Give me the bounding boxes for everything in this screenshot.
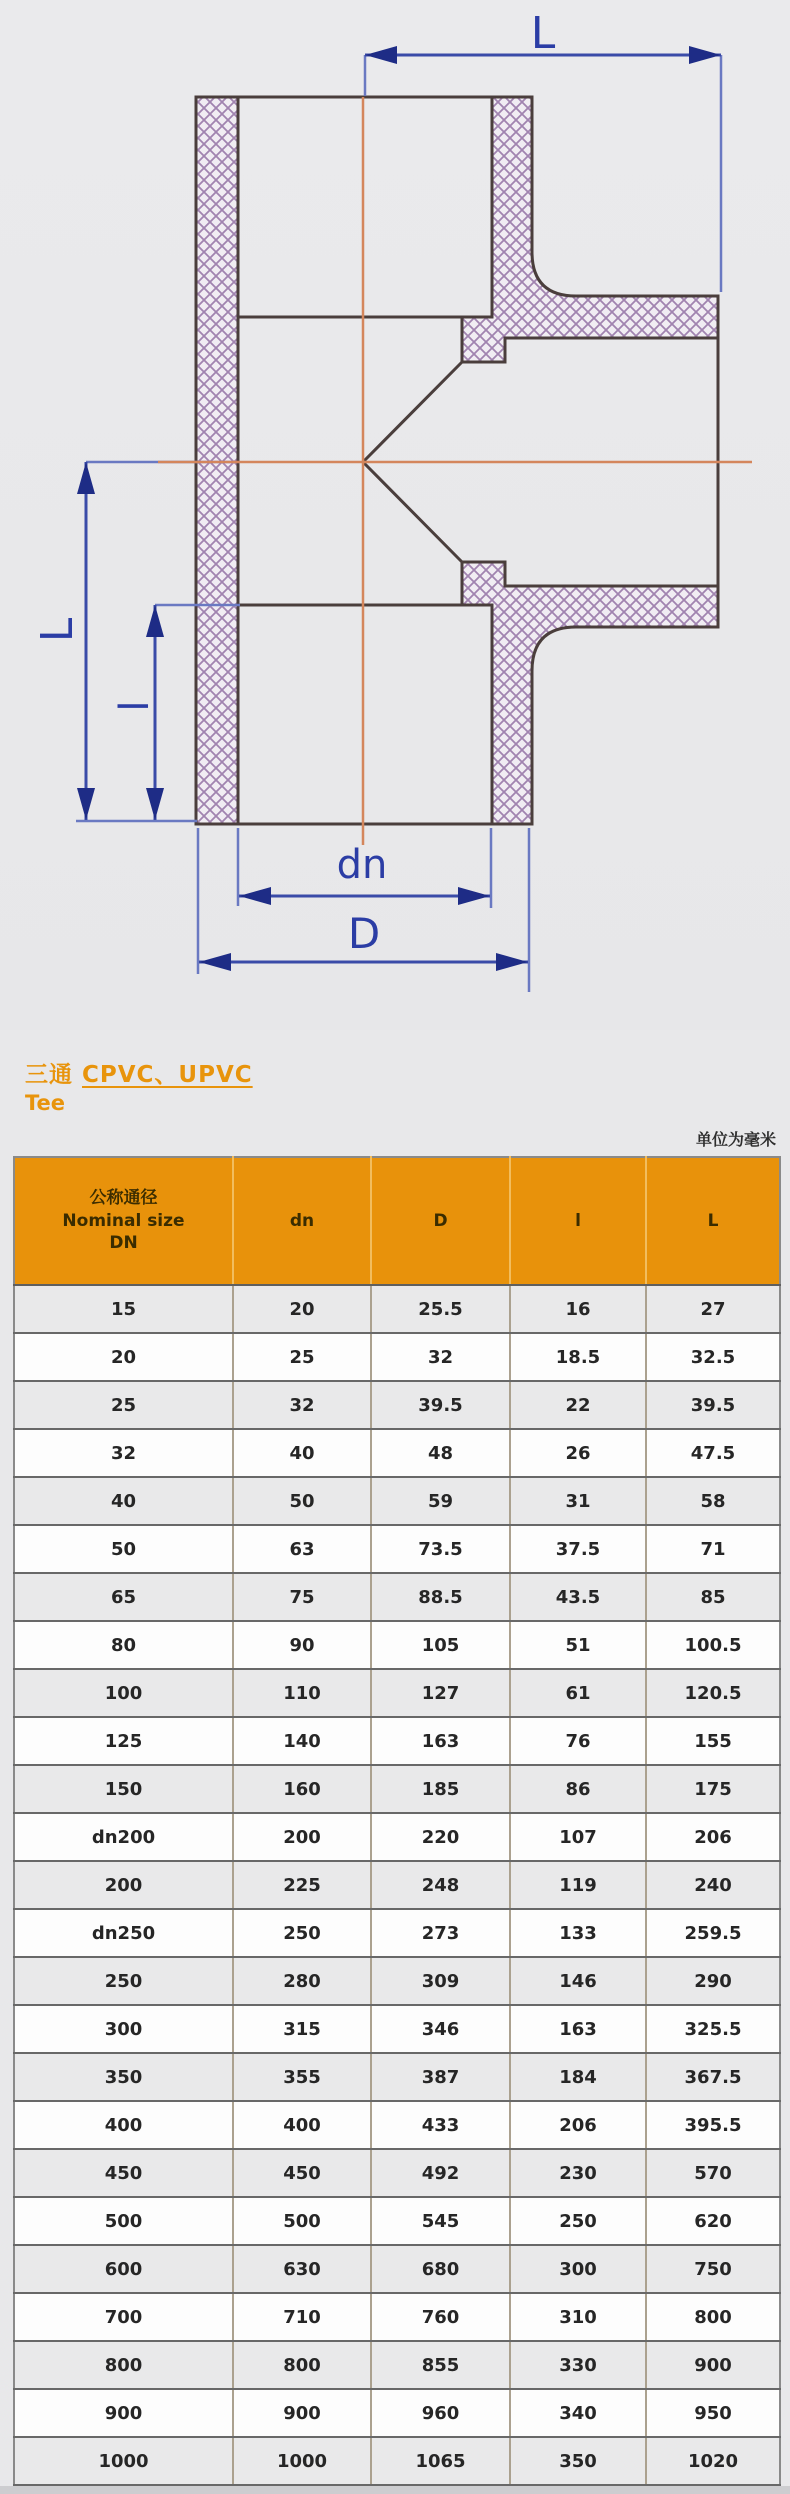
table-cell: 273 — [371, 1909, 510, 1957]
table-cell: 630 — [233, 2245, 371, 2293]
table-cell: 230 — [510, 2149, 646, 2197]
table-cell: 125 — [14, 1717, 233, 1765]
table-cell: 76 — [510, 1717, 646, 1765]
table-row — [14, 1573, 780, 1621]
label-left-L: L — [32, 617, 83, 643]
table-cell: 140 — [233, 1717, 371, 1765]
table-cell: 39.5 — [646, 1381, 780, 1429]
table-cell: 400 — [233, 2101, 371, 2149]
run-branch-upper-wall — [462, 97, 718, 362]
table-cell: 31 — [510, 1477, 646, 1525]
table-header — [14, 1157, 780, 1285]
table-cell: 280 — [233, 1957, 371, 2005]
table-cell: 225 — [233, 1861, 371, 1909]
table-cell: 950 — [646, 2389, 780, 2437]
table-row — [14, 2149, 780, 2197]
table-cell: 51 — [510, 1621, 646, 1669]
table-row — [14, 1669, 780, 1717]
table-cell: 90 — [233, 1621, 371, 1669]
unit-note: 单位为毫米 — [695, 1130, 776, 1149]
table-cell: 160 — [233, 1765, 371, 1813]
table-cell: 350 — [14, 2053, 233, 2101]
table-cell: 105 — [371, 1621, 510, 1669]
table-cell: 71 — [646, 1525, 780, 1573]
dimension-arrows — [77, 46, 721, 971]
table-cell: 620 — [646, 2197, 780, 2245]
table-cell: 250 — [510, 2197, 646, 2245]
table-cell: 107 — [510, 1813, 646, 1861]
dimension-table — [13, 1156, 781, 2486]
table-cell: 387 — [371, 2053, 510, 2101]
table-row — [14, 1861, 780, 1909]
extension-lines — [76, 55, 721, 992]
table-cell: 220 — [371, 1813, 510, 1861]
label-D: D — [347, 909, 381, 958]
header-l: l — [510, 1157, 646, 1285]
table-row — [14, 1333, 780, 1381]
table-cell: 86 — [510, 1765, 646, 1813]
table-cell: 22 — [510, 1381, 646, 1429]
header-nominal-size — [14, 1157, 233, 1285]
table-cell: 32 — [371, 1333, 510, 1381]
table-cell: 800 — [14, 2341, 233, 2389]
table-cell: 248 — [371, 1861, 510, 1909]
product-title-en: Tee — [25, 1091, 66, 1115]
table-body — [14, 1285, 780, 2485]
table-cell: 450 — [233, 2149, 371, 2197]
table-row — [14, 1621, 780, 1669]
table-cell: 146 — [510, 1957, 646, 2005]
product-title-materials: CPVC、UPVC — [82, 1062, 253, 1088]
table-cell: 300 — [510, 2245, 646, 2293]
fitting-inner-edges — [196, 97, 718, 824]
table-cell: 120.5 — [646, 1669, 780, 1717]
table-row — [14, 2197, 780, 2245]
table-cell: 1000 — [233, 2437, 371, 2485]
table-cell: 710 — [233, 2293, 371, 2341]
table-cell: 310 — [510, 2293, 646, 2341]
table-cell: 100.5 — [646, 1621, 780, 1669]
table-row — [14, 2245, 780, 2293]
table-cell: 63 — [233, 1525, 371, 1573]
table-row — [14, 1429, 780, 1477]
table-cell: 25.5 — [371, 1285, 510, 1333]
table-cell: 39.5 — [371, 1381, 510, 1429]
table-cell: 32.5 — [646, 1333, 780, 1381]
table-cell: 600 — [14, 2245, 233, 2293]
table-cell: 27 — [646, 1285, 780, 1333]
tee-cross-section-drawing — [0, 0, 790, 1030]
table-cell: 50 — [14, 1525, 233, 1573]
table-row — [14, 1285, 780, 1333]
table-cell: 350 — [510, 2437, 646, 2485]
table-cell: 15 — [14, 1285, 233, 1333]
table-cell: 330 — [510, 2341, 646, 2389]
table-cell: 127 — [371, 1669, 510, 1717]
table-cell: 800 — [233, 2341, 371, 2389]
table-row — [14, 1525, 780, 1573]
table-cell: 250 — [14, 1957, 233, 2005]
table-cell: 47.5 — [646, 1429, 780, 1477]
table-cell: 700 — [14, 2293, 233, 2341]
table-cell: 680 — [371, 2245, 510, 2293]
table-cell: 750 — [646, 2245, 780, 2293]
table-cell: 300 — [14, 2005, 233, 2053]
run-left-wall — [196, 97, 238, 824]
table-cell: 206 — [646, 1813, 780, 1861]
header-nominal-size-zh: 公称通径 — [89, 1187, 158, 1208]
table-cell: 175 — [646, 1765, 780, 1813]
table-row — [14, 1717, 780, 1765]
table-cell: 61 — [510, 1669, 646, 1717]
label-left-l: l — [112, 700, 158, 712]
table-cell: 570 — [646, 2149, 780, 2197]
table-cell: 18.5 — [510, 1333, 646, 1381]
product-title-zh: 三通 — [25, 1062, 73, 1088]
table-cell: 450 — [14, 2149, 233, 2197]
table-cell: 760 — [371, 2293, 510, 2341]
table-cell: 340 — [510, 2389, 646, 2437]
run-branch-lower-wall — [462, 562, 718, 824]
table-cell: 26 — [510, 1429, 646, 1477]
table-cell: 1020 — [646, 2437, 780, 2485]
table-cell: 88.5 — [371, 1573, 510, 1621]
table-row — [14, 1765, 780, 1813]
table-cell: dn250 — [14, 1909, 233, 1957]
title-block — [0, 1030, 790, 1150]
header-dn: dn — [233, 1157, 371, 1285]
table-cell: 65 — [14, 1573, 233, 1621]
table-row — [14, 1813, 780, 1861]
table-cell: 73.5 — [371, 1525, 510, 1573]
table-cell: 250 — [233, 1909, 371, 1957]
table-cell: 492 — [371, 2149, 510, 2197]
table-cell: 500 — [14, 2197, 233, 2245]
table-cell: 855 — [371, 2341, 510, 2389]
header-nominal-size-en: Nominal size — [62, 1210, 185, 1231]
table-cell: 80 — [14, 1621, 233, 1669]
table-cell: 25 — [14, 1381, 233, 1429]
table-cell: 900 — [233, 2389, 371, 2437]
table-cell: 37.5 — [510, 1525, 646, 1573]
table-cell: 433 — [371, 2101, 510, 2149]
table-cell: 184 — [510, 2053, 646, 2101]
fitting-body — [196, 97, 718, 824]
table-cell: 240 — [646, 1861, 780, 1909]
table-cell: 155 — [646, 1717, 780, 1765]
table-cell: 20 — [233, 1285, 371, 1333]
table-cell: 59 — [371, 1477, 510, 1525]
table-cell: 163 — [371, 1717, 510, 1765]
table-cell: 110 — [233, 1669, 371, 1717]
centerlines — [158, 97, 752, 845]
header-nominal-size-code: DN — [109, 1233, 138, 1254]
dimension-lines — [86, 55, 721, 962]
table-row — [14, 2437, 780, 2485]
table-cell: 185 — [371, 1765, 510, 1813]
table-cell: 16 — [510, 1285, 646, 1333]
table-cell: 290 — [646, 1957, 780, 2005]
table-cell: 20 — [14, 1333, 233, 1381]
table-cell: 200 — [14, 1861, 233, 1909]
bottom-strip — [0, 2486, 790, 2494]
table-cell: 800 — [646, 2293, 780, 2341]
table-cell: 58 — [646, 1477, 780, 1525]
table-cell: 150 — [14, 1765, 233, 1813]
header-D: D — [371, 1157, 510, 1285]
table-cell: 200 — [233, 1813, 371, 1861]
product-title — [25, 1056, 778, 1089]
table-row — [14, 2389, 780, 2437]
table-cell: dn200 — [14, 1813, 233, 1861]
table-cell: 346 — [371, 2005, 510, 2053]
table-cell: 133 — [510, 1909, 646, 1957]
table-cell: 163 — [510, 2005, 646, 2053]
drawing-section — [0, 0, 790, 1030]
table-cell: 900 — [646, 2341, 780, 2389]
table-row — [14, 2053, 780, 2101]
table-cell: 119 — [510, 1861, 646, 1909]
table-cell: 43.5 — [510, 1573, 646, 1621]
table-row — [14, 2293, 780, 2341]
table-cell: 367.5 — [646, 2053, 780, 2101]
table-cell: 40 — [14, 1477, 233, 1525]
table-cell: 1065 — [371, 2437, 510, 2485]
table-cell: 40 — [233, 1429, 371, 1477]
table-row — [14, 1957, 780, 2005]
table-cell: 325.5 — [646, 2005, 780, 2053]
table-cell: 400 — [14, 2101, 233, 2149]
table-cell: 32 — [14, 1429, 233, 1477]
table-cell: 900 — [14, 2389, 233, 2437]
table-cell: 32 — [233, 1381, 371, 1429]
table-cell: 85 — [646, 1573, 780, 1621]
table-cell: 960 — [371, 2389, 510, 2437]
table-cell: 75 — [233, 1573, 371, 1621]
table-cell: 545 — [371, 2197, 510, 2245]
table-cell: 100 — [14, 1669, 233, 1717]
table-header-row — [14, 1157, 780, 1285]
table-row — [14, 2005, 780, 2053]
table-row — [14, 1909, 780, 1957]
table-row — [14, 2341, 780, 2389]
table-cell: 48 — [371, 1429, 510, 1477]
table-cell: 315 — [233, 2005, 371, 2053]
table-row — [14, 2101, 780, 2149]
dimension-labels — [32, 8, 556, 958]
table-cell: 1000 — [14, 2437, 233, 2485]
table-cell: 259.5 — [646, 1909, 780, 1957]
table-cell: 309 — [371, 1957, 510, 2005]
label-top-L: L — [530, 8, 556, 59]
table-row — [14, 1477, 780, 1525]
table-cell: 500 — [233, 2197, 371, 2245]
table-row — [14, 1381, 780, 1429]
table-cell: 355 — [233, 2053, 371, 2101]
table-cell: 50 — [233, 1477, 371, 1525]
table-cell: 25 — [233, 1333, 371, 1381]
table-cell: 395.5 — [646, 2101, 780, 2149]
label-dn: dn — [336, 842, 388, 888]
header-L: L — [646, 1157, 780, 1285]
table-cell: 206 — [510, 2101, 646, 2149]
